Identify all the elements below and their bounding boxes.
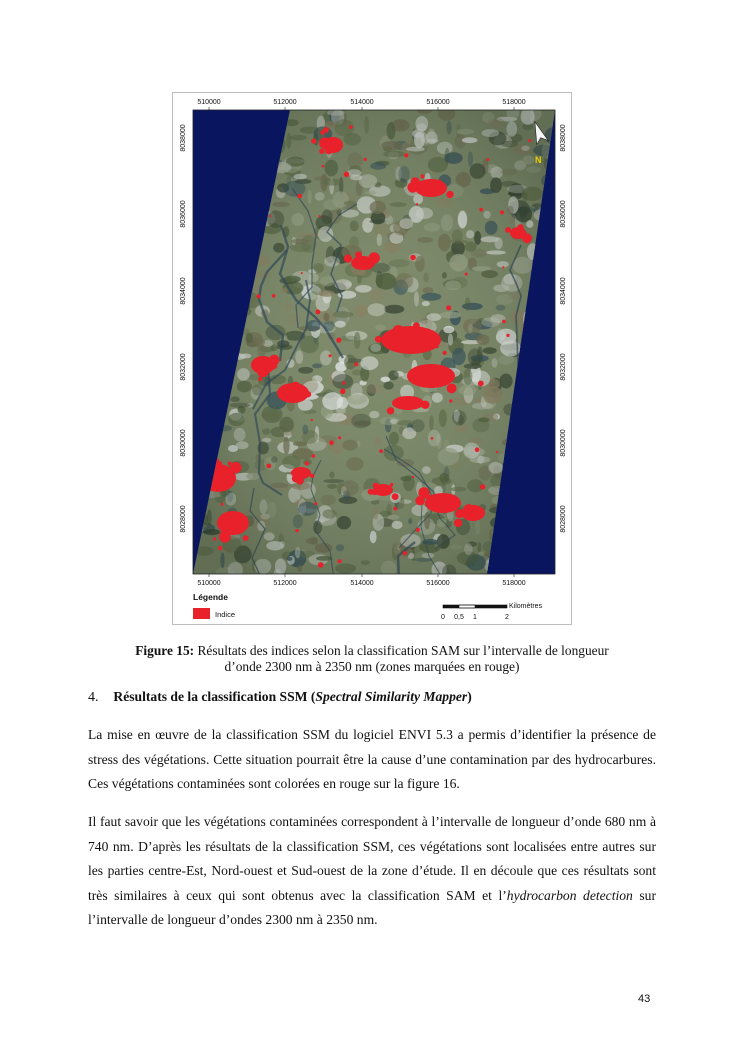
section-heading (88, 689, 472, 706)
indice-zone (230, 462, 241, 473)
indice-zone (446, 191, 453, 198)
indice-zone (271, 363, 277, 369)
indice-dot (502, 266, 504, 268)
indice-zone (373, 483, 379, 489)
indice-dot (311, 139, 316, 144)
y-tick-label: 8032000 (180, 353, 187, 381)
indice-zone (464, 504, 473, 513)
indice-zone (447, 384, 457, 394)
y-tick-label: 8034000 (560, 277, 567, 305)
indice-dot (379, 449, 383, 453)
caption-line-1: Résultats des indices selon la classification SAM sur l’intervalle de longueur (197, 643, 609, 658)
y-tick-label: 8038000 (180, 124, 187, 152)
indice-dot (312, 454, 316, 458)
indice-dot (272, 294, 276, 298)
scale-label: 0 (441, 614, 445, 621)
indice-dot (318, 562, 324, 568)
x-tick-label: 510000 (197, 99, 221, 106)
indice-dot (479, 208, 483, 212)
indice-dot (213, 537, 216, 540)
indice-zone (295, 478, 299, 482)
indice-zone (455, 509, 464, 518)
y-tick-label: 8038000 (560, 124, 567, 152)
indice-dot (404, 153, 408, 157)
indice-zone (257, 365, 269, 377)
indice-dot (266, 464, 271, 469)
indice-dot (393, 507, 397, 511)
indice-dot (446, 305, 451, 310)
x-tick-label: 510000 (197, 580, 221, 587)
indice-dot (416, 528, 420, 532)
indice-zone (254, 358, 261, 365)
indice-zone (310, 474, 314, 478)
indice-dot (421, 174, 425, 178)
indice-dot (329, 440, 334, 445)
scale-label: 1 (473, 614, 477, 621)
indice-zone (425, 494, 431, 500)
figure-caption (88, 643, 656, 675)
indice-zone (413, 322, 420, 329)
indice-zone (232, 515, 236, 519)
indice-dot (354, 362, 358, 366)
legend-title: Légende (193, 592, 228, 602)
y-tick-label: 8030000 (560, 429, 567, 457)
indice-dot (221, 503, 224, 506)
indice-zone (454, 519, 462, 527)
indice-zone (392, 325, 404, 337)
legend-item-label: Indice (215, 610, 236, 619)
y-tick-label: 8030000 (180, 429, 187, 457)
indice-zone (443, 351, 447, 355)
indice-dot (329, 354, 332, 357)
indice-dot (342, 381, 345, 384)
indice-dot (486, 158, 489, 161)
section-title-italic: Spectral Similarity Mapper (315, 689, 468, 704)
x-tick-label: 516000 (426, 99, 450, 106)
indice-zone (472, 513, 478, 519)
indice-dot (478, 381, 484, 387)
indice-dot (336, 338, 341, 343)
indice-dot (320, 130, 325, 135)
y-tick-label: 8036000 (180, 200, 187, 228)
indice-dot (256, 294, 260, 298)
indice-dot (506, 334, 509, 337)
x-tick-label: 518000 (502, 580, 526, 587)
indice-dot (218, 546, 222, 550)
indice-zone (319, 149, 324, 154)
page-number: 43 (638, 993, 651, 1005)
indice-zone (372, 490, 377, 495)
indice-dot (431, 437, 434, 440)
indice-zone (415, 496, 424, 505)
indice-dot (228, 462, 232, 466)
scale-unit: Kilomètres (509, 603, 543, 610)
map-figure (172, 92, 572, 625)
indice-dot (338, 436, 341, 439)
y-axis-left (180, 124, 187, 532)
legend (193, 592, 235, 619)
x-tick-label: 518000 (502, 99, 526, 106)
indice-dot (496, 451, 498, 453)
scale-bar (441, 603, 543, 621)
indice-dot (305, 461, 309, 465)
paragraph-2-italic: hydrocarbon detection (506, 887, 633, 903)
indice-dot (480, 484, 485, 489)
indice-dot (502, 320, 506, 324)
y-tick-label: 8032000 (560, 353, 567, 381)
section-number: 4. (88, 690, 99, 705)
scale-label: 0,5 (454, 614, 464, 621)
x-axis-top (197, 99, 525, 110)
caption-line-2: d’onde 2300 nm à 2350 nm (zones marquées en rouge) (224, 659, 520, 674)
indice-zone (421, 401, 429, 409)
indice-dot (344, 172, 349, 177)
indice-zone (519, 230, 526, 237)
indice-dot (314, 502, 317, 505)
indice-dot (269, 215, 271, 217)
paragraph-2-text: Il faut savoir que les végétations contaminées correspondent à l’intervalle de longueur d’onde 680 nm à 740 nm. D’après les résultats de la classification SSM, ces végétations sont localisées entre autres sur les parties centre-Est, Nord-ouest et Sud-ouest de la zone d’étude. Il en découle que ces résultats sont très similaires à ceux qui sont obtenus avec la classification SAM et l’ (88, 814, 656, 903)
indice-zone (375, 336, 382, 343)
indice-dot (449, 399, 452, 402)
indice-zone (218, 461, 222, 465)
indice-zone (387, 407, 394, 414)
indice-dot (396, 348, 399, 351)
indice-dot (340, 389, 345, 394)
indice-dot (364, 158, 367, 161)
indice-zone (355, 251, 362, 258)
indice-dot (301, 272, 303, 274)
indice-dot (435, 344, 439, 348)
indice-dot (258, 377, 262, 381)
x-tick-label: 514000 (350, 99, 374, 106)
indice-dot (297, 194, 302, 199)
indice-zone (217, 511, 249, 535)
y-tick-label: 8036000 (560, 200, 567, 228)
indice-zone (416, 366, 422, 372)
indice-zone (325, 147, 332, 154)
indice-dot (338, 559, 342, 563)
indice-dot (349, 125, 353, 129)
indice-zone (414, 373, 423, 382)
indice-zone (437, 188, 442, 193)
x-tick-label: 512000 (273, 99, 297, 106)
indice-zone (365, 263, 372, 270)
indice-dot (465, 273, 468, 276)
indice-dot (295, 529, 298, 532)
indice-dot (412, 476, 414, 478)
section-title-before: Résultats de la classification SSM ( (113, 689, 316, 704)
indice-dot (403, 551, 407, 555)
indice-dot (475, 447, 480, 452)
indice-dot (416, 203, 418, 205)
y-tick-label: 8028000 (560, 505, 567, 533)
indice-zone (402, 399, 410, 407)
north-label: N (535, 155, 542, 165)
caption-label: Figure 15: (135, 643, 195, 658)
x-tick-label: 514000 (350, 580, 374, 587)
indice-dot (528, 139, 531, 142)
indice-zone (243, 535, 249, 541)
y-tick-label: 8028000 (180, 505, 187, 533)
indice-zone (392, 493, 399, 500)
indice-zone (505, 227, 511, 233)
indice-zone (517, 224, 524, 231)
indice-zone (280, 389, 285, 394)
paragraph-2-end: sur l’intervalle de longueur d’ondes 2300 nm à 2350 nm. (88, 887, 656, 927)
x-tick-label: 512000 (273, 580, 297, 587)
y-axis-right (560, 124, 567, 532)
paragraph-1: La mise en œuvre de la classification SSM du logiciel ENVI 5.3 a permis d’identifier la présence de stress des végétations. Cette situation pourrait être la cause d’une contamination par des hydrocarbures. Ces végétations contaminées sont colorées en rouge sur la figure 16. (88, 727, 656, 791)
indice-zone (428, 375, 438, 385)
legend-swatch (193, 608, 210, 619)
indice-dot (319, 215, 321, 217)
indice-zone (369, 252, 380, 263)
x-tick-label: 516000 (426, 580, 450, 587)
indice-zone (219, 531, 231, 543)
indice-dot (322, 165, 325, 168)
indice-dot (500, 210, 504, 214)
indice-zone (411, 177, 420, 186)
indice-zone (305, 391, 311, 397)
indice-zone (344, 255, 352, 263)
paragraph-2 (88, 810, 656, 933)
scale-label: 2 (505, 614, 509, 621)
indice-dot (410, 255, 416, 261)
section-title-after: ) (467, 689, 472, 704)
indice-dot (316, 310, 321, 315)
indice-dot (438, 179, 441, 182)
indice-zone (381, 326, 441, 354)
map-svg (173, 93, 571, 624)
indice-dot (390, 483, 393, 486)
indice-dot (311, 419, 313, 421)
indice-zone (235, 518, 244, 527)
y-tick-label: 8034000 (180, 277, 187, 305)
x-axis-bottom (197, 574, 525, 587)
indice-zone (290, 382, 301, 393)
